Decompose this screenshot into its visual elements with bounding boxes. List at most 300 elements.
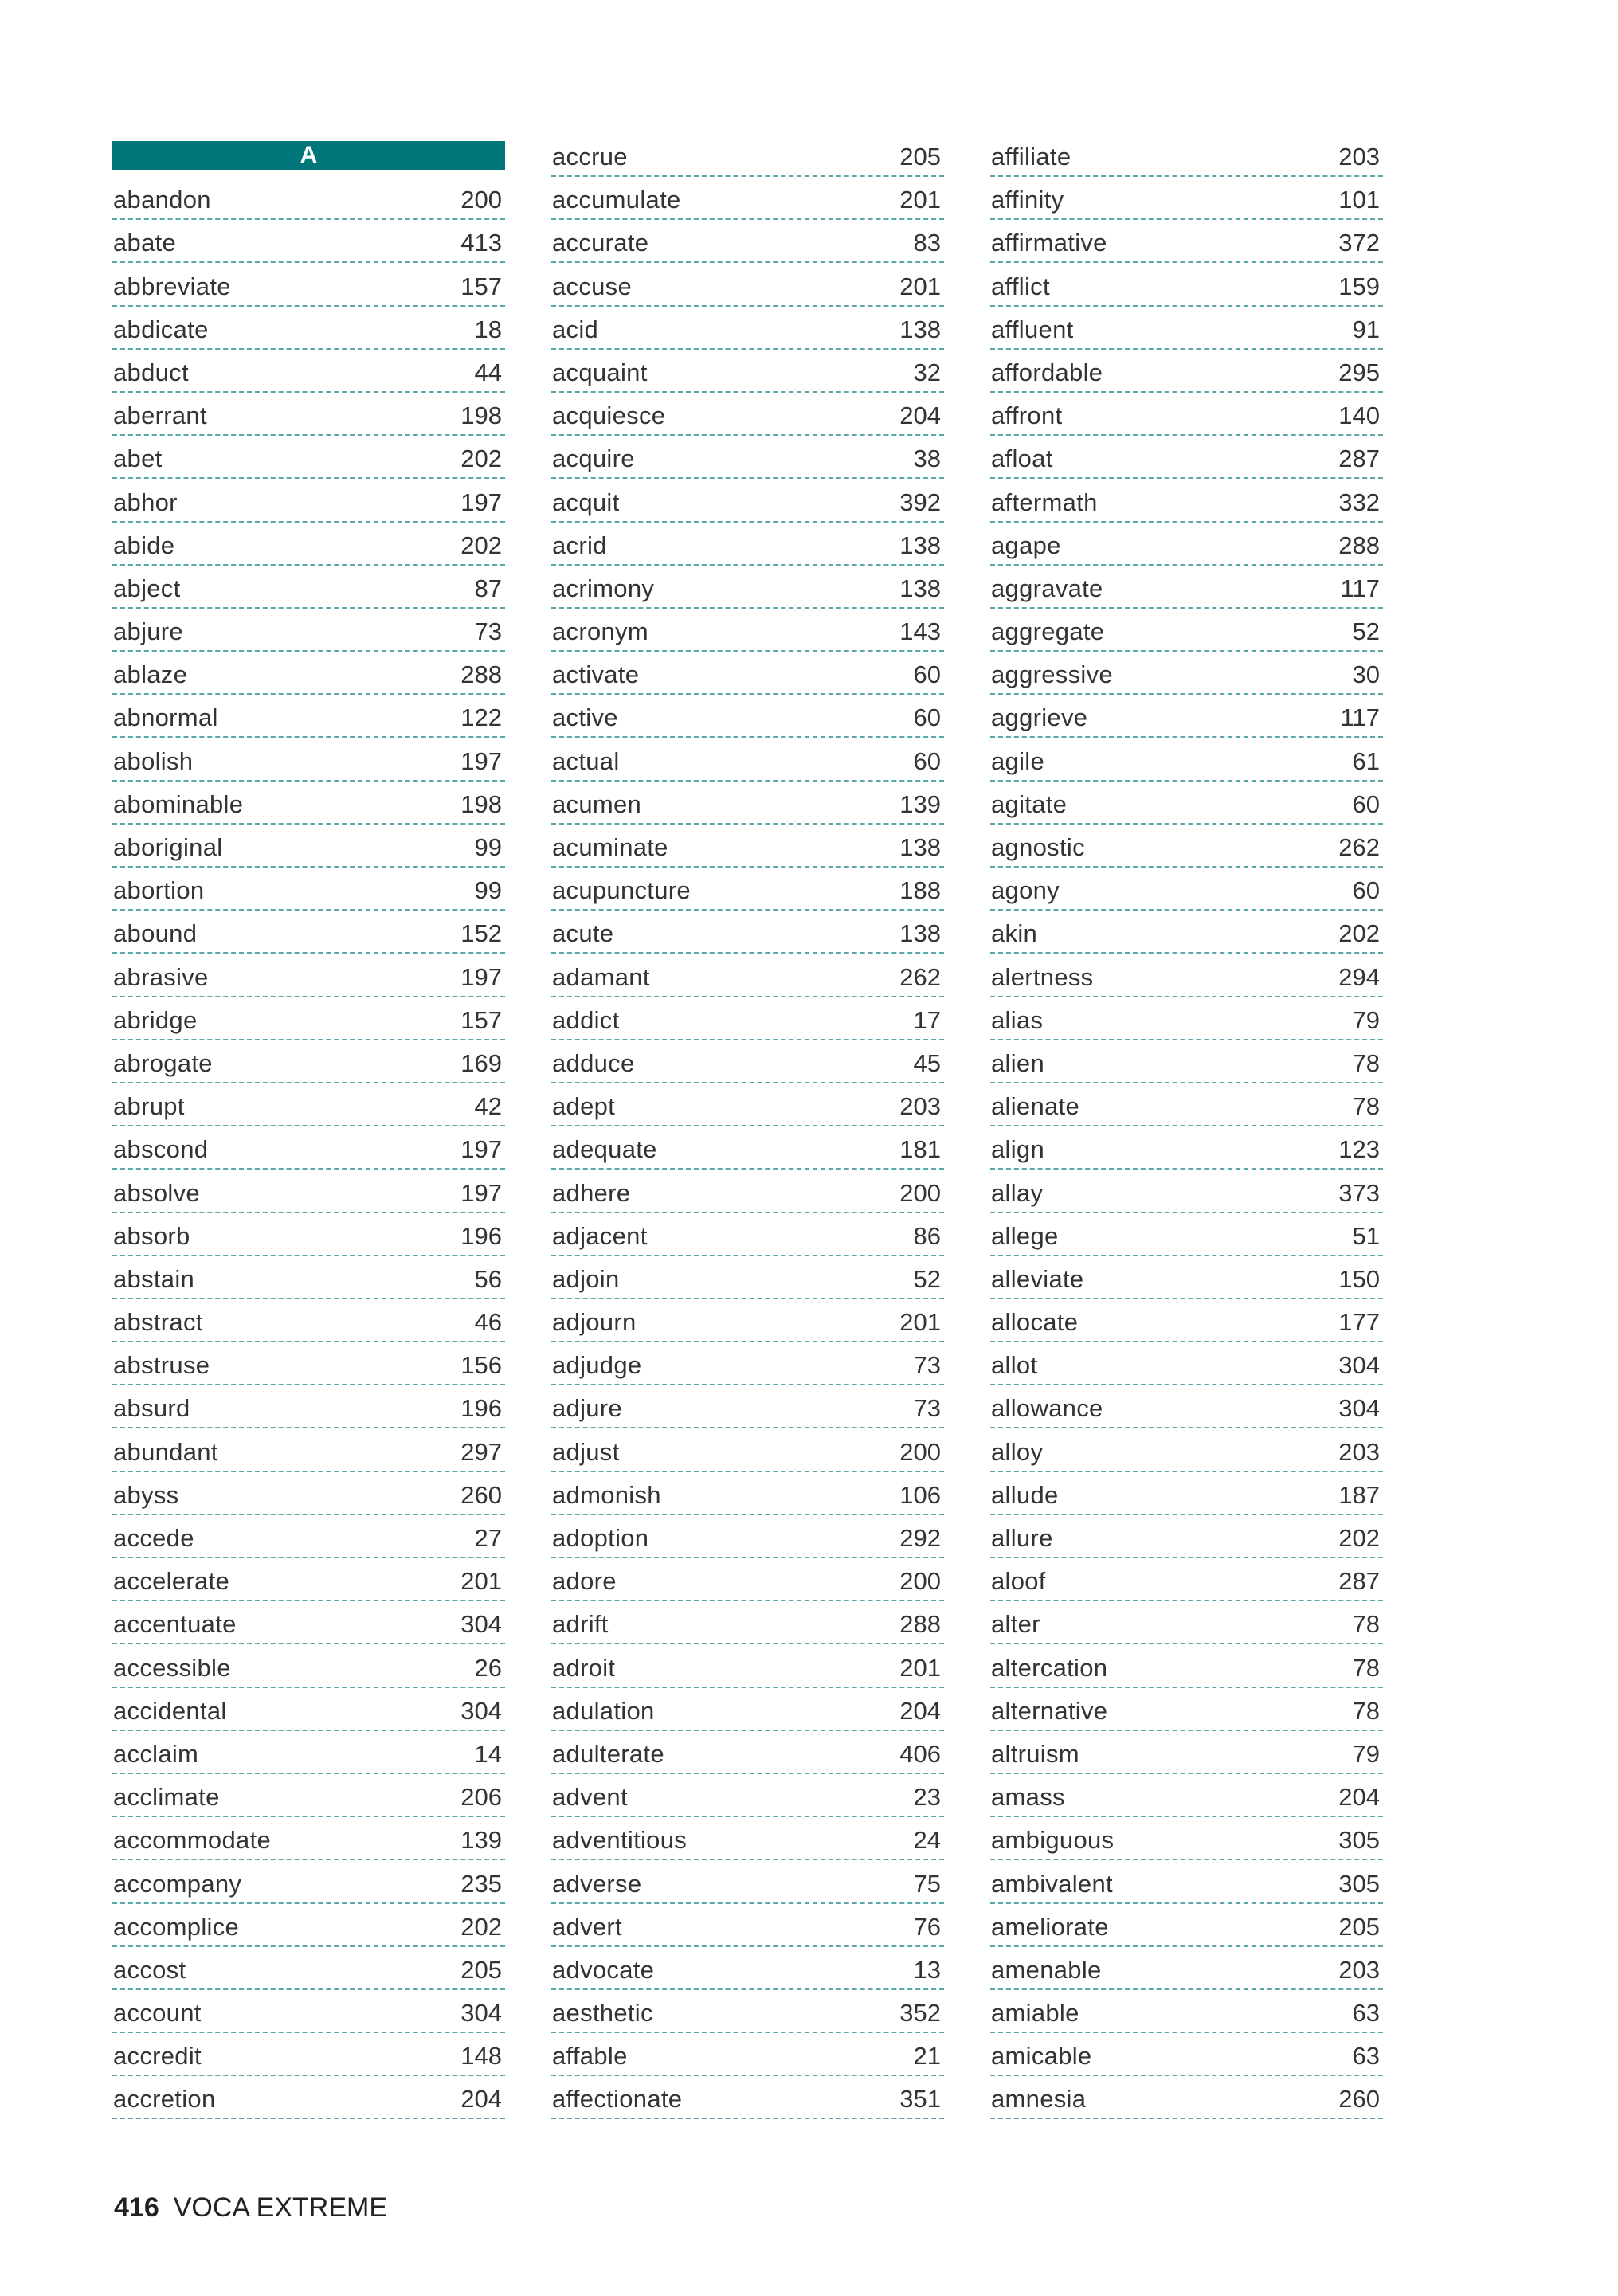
index-entry	[551, 1213, 944, 1256]
entry-page-number: 305	[1338, 1826, 1380, 1855]
entry-page-number: 305	[1338, 1869, 1380, 1898]
entry-page-number: 202	[460, 531, 502, 559]
entry-page-number: 177	[1338, 1308, 1380, 1337]
index-entry	[990, 1774, 1383, 1817]
entry-word: adept	[552, 1092, 616, 1121]
entry-word: adverse	[552, 1869, 642, 1898]
entry-word: adrift	[552, 1610, 609, 1639]
entry-word: altruism	[991, 1739, 1079, 1768]
index-entry	[112, 1126, 505, 1170]
entry-word: allowance	[991, 1394, 1103, 1423]
entry-word: akin	[991, 919, 1038, 948]
index-entry	[551, 1644, 944, 1687]
entry-word: alleviate	[991, 1264, 1084, 1293]
entry-page-number: 60	[913, 660, 941, 689]
index-entry	[112, 350, 505, 393]
entry-page-number: 52	[913, 1264, 941, 1293]
entry-page-number: 23	[913, 1783, 941, 1812]
entry-page-number: 14	[474, 1739, 502, 1768]
entry-page-number: 79	[1352, 1739, 1380, 1768]
entry-page-number: 202	[460, 1912, 502, 1941]
entry-page-number: 30	[1352, 660, 1380, 689]
entry-page-number: 392	[899, 488, 941, 516]
entry-word: aggravate	[991, 574, 1103, 602]
index-entry	[551, 263, 944, 306]
index-entry	[990, 1904, 1383, 1947]
entry-word: adjure	[552, 1394, 622, 1423]
entry-word: account	[113, 1999, 202, 2028]
entry-word: ambivalent	[991, 1869, 1113, 1898]
entry-page-number: 204	[899, 1696, 941, 1725]
index-entry	[990, 523, 1383, 566]
entry-word: abolish	[113, 746, 194, 775]
index-entry	[990, 393, 1383, 436]
index-entry	[551, 2033, 944, 2076]
index-entry	[112, 652, 505, 695]
entry-word: afflict	[991, 272, 1050, 300]
entry-page-number: 78	[1352, 1092, 1380, 1121]
entry-word: abstain	[113, 1264, 195, 1293]
entry-word: allot	[991, 1351, 1038, 1380]
index-entry	[551, 1731, 944, 1774]
index-entry	[551, 220, 944, 263]
index-entry	[990, 1558, 1383, 1601]
entry-word: abominable	[113, 789, 244, 818]
entry-word: agape	[991, 531, 1061, 559]
entry-page-number: 76	[913, 1912, 941, 1941]
entry-word: adjudge	[552, 1351, 642, 1380]
entry-page-number: 260	[1338, 2085, 1380, 2114]
entry-word: abate	[113, 229, 177, 257]
entry-page-number: 197	[460, 746, 502, 775]
entry-word: acclimate	[113, 1783, 220, 1812]
index-entry	[990, 1428, 1383, 1471]
entry-page-number: 148	[460, 2042, 502, 2071]
page-number: 416	[114, 2192, 159, 2223]
index-entry	[112, 307, 505, 350]
index-entry	[551, 523, 944, 566]
entry-page-number: 99	[474, 833, 502, 861]
entry-word: alienate	[991, 1092, 1079, 1121]
entry-word: acrimony	[552, 574, 655, 602]
index-entry	[551, 1558, 944, 1601]
index-entry	[551, 1083, 944, 1126]
entry-page-number: 304	[1338, 1351, 1380, 1380]
entry-page-number: 18	[474, 315, 502, 343]
entry-word: affable	[552, 2042, 628, 2071]
entry-page-number: 196	[460, 1394, 502, 1423]
entry-page-number: 297	[460, 1437, 502, 1466]
index-entry	[551, 479, 944, 522]
index-entry	[990, 263, 1383, 306]
entry-page-number: 197	[460, 1135, 502, 1164]
index-entry	[551, 1428, 944, 1471]
entry-word: accommodate	[113, 1826, 272, 1855]
index-entry	[112, 1947, 505, 1990]
index-entry	[112, 1731, 505, 1774]
entry-word: abbreviate	[113, 272, 231, 300]
entry-word: acuminate	[552, 833, 668, 861]
entry-word: abjure	[113, 617, 183, 646]
index-entry	[551, 868, 944, 911]
entry-word: actual	[552, 746, 620, 775]
entry-word: amnesia	[991, 2085, 1087, 2114]
index-entry	[551, 1688, 944, 1731]
entry-word: active	[552, 703, 618, 732]
index-entry	[990, 1385, 1383, 1428]
entry-page-number: 99	[474, 876, 502, 905]
entry-word: accentuate	[113, 1610, 237, 1639]
entry-page-number: 138	[899, 919, 941, 948]
index-entry	[551, 609, 944, 652]
entry-word: acquaint	[552, 358, 648, 386]
index-entry	[551, 1299, 944, 1342]
entry-page-number: 287	[1338, 445, 1380, 473]
entry-page-number: 123	[1338, 1135, 1380, 1164]
entry-page-number: 203	[1338, 1955, 1380, 1984]
entry-page-number: 152	[460, 919, 502, 948]
entry-page-number: 17	[913, 1005, 941, 1034]
entry-page-number: 83	[913, 229, 941, 257]
index-entry	[551, 1860, 944, 1903]
entry-word: acupuncture	[552, 876, 691, 905]
index-entry	[112, 1860, 505, 1903]
entry-page-number: 288	[1338, 531, 1380, 559]
entry-page-number: 87	[474, 574, 502, 602]
entry-word: afloat	[991, 445, 1053, 473]
entry-page-number: 157	[460, 272, 502, 300]
index-entry	[551, 1385, 944, 1428]
entry-word: abet	[113, 445, 163, 473]
entry-word: adamant	[552, 962, 650, 991]
entry-word: accost	[113, 1955, 186, 1984]
index-entry	[112, 1428, 505, 1471]
entry-page-number: 73	[474, 617, 502, 646]
entry-page-number: 38	[913, 445, 941, 473]
entry-page-number: 78	[1352, 1653, 1380, 1682]
entry-page-number: 27	[474, 1524, 502, 1552]
entry-page-number: 143	[899, 617, 941, 646]
entry-word: acronym	[552, 617, 648, 646]
entry-page-number: 205	[1338, 1912, 1380, 1941]
entry-page-number: 140	[1338, 402, 1380, 430]
index-entry	[112, 1299, 505, 1342]
index-entry	[551, 307, 944, 350]
entry-page-number: 201	[899, 272, 941, 300]
index-entry	[551, 1817, 944, 1860]
entry-page-number: 117	[1340, 703, 1380, 732]
entry-word: alternative	[991, 1696, 1108, 1725]
entry-page-number: 63	[1352, 1999, 1380, 2028]
entry-page-number: 304	[460, 1696, 502, 1725]
index-entry	[112, 1601, 505, 1644]
entry-page-number: 73	[913, 1394, 941, 1423]
entry-word: acid	[552, 315, 599, 343]
index-entry	[990, 911, 1383, 954]
entry-word: adjoin	[552, 1264, 620, 1293]
entry-word: adoption	[552, 1524, 649, 1552]
index-entry	[551, 1040, 944, 1083]
index-entry	[990, 997, 1383, 1040]
entry-page-number: 73	[913, 1351, 941, 1380]
entry-word: allude	[991, 1480, 1059, 1509]
index-entry	[112, 1170, 505, 1213]
entry-page-number: 406	[899, 1739, 941, 1768]
entry-word: absorb	[113, 1221, 190, 1250]
index-entry	[990, 1990, 1383, 2033]
entry-word: amiable	[991, 1999, 1079, 2028]
entry-word: affront	[991, 402, 1063, 430]
index-entry	[990, 1515, 1383, 1558]
index-entry	[551, 954, 944, 997]
entry-word: allege	[991, 1221, 1059, 1250]
entry-page-number: 372	[1338, 229, 1380, 257]
index-entry	[990, 695, 1383, 738]
entry-page-number: 42	[474, 1092, 502, 1121]
entry-page-number: 332	[1338, 488, 1380, 516]
index-entry	[112, 1472, 505, 1515]
entry-word: adjourn	[552, 1308, 637, 1337]
index-entry	[551, 1472, 944, 1515]
index-entry	[990, 1299, 1383, 1342]
entry-page-number: 201	[899, 1653, 941, 1682]
entry-page-number: 292	[899, 1524, 941, 1552]
entry-page-number: 294	[1338, 962, 1380, 991]
entry-word: amicable	[991, 2042, 1092, 2071]
entry-page-number: 75	[913, 1869, 941, 1898]
entry-word: advent	[552, 1783, 628, 1812]
entry-page-number: 138	[899, 574, 941, 602]
entry-page-number: 91	[1352, 315, 1380, 343]
entry-page-number: 56	[474, 1264, 502, 1293]
index-entry	[112, 566, 505, 609]
index-entry	[551, 1774, 944, 1817]
entry-word: acute	[552, 919, 614, 948]
entry-page-number: 13	[913, 1955, 941, 1984]
entry-word: abundant	[113, 1437, 218, 1466]
entry-word: accuse	[552, 272, 633, 300]
entry-word: adore	[552, 1567, 617, 1596]
entry-word: abrogate	[113, 1048, 213, 1077]
entry-page-number: 352	[899, 1999, 941, 2028]
entry-page-number: 295	[1338, 358, 1380, 386]
entry-word: adjacent	[552, 1221, 648, 1250]
entry-page-number: 288	[899, 1610, 941, 1639]
index-entry	[112, 177, 505, 220]
index-entry	[990, 1213, 1383, 1256]
entry-word: aloof	[991, 1567, 1046, 1596]
index-entry	[112, 1688, 505, 1731]
index-entry	[551, 393, 944, 436]
entry-word: agile	[991, 746, 1044, 775]
entry-word: altercation	[991, 1653, 1108, 1682]
index-entry	[990, 2076, 1383, 2119]
entry-word: allay	[991, 1178, 1044, 1207]
entry-page-number: 200	[899, 1437, 941, 1466]
index-entry	[990, 954, 1383, 997]
page-footer	[114, 2192, 387, 2224]
entry-word: ameliorate	[991, 1912, 1109, 1941]
index-entry	[551, 141, 944, 177]
index-entry	[551, 825, 944, 868]
entry-word: accredit	[113, 2042, 202, 2071]
entry-page-number: 45	[913, 1048, 941, 1077]
index-entry	[990, 782, 1383, 825]
entry-word: abhor	[113, 488, 178, 516]
entry-word: abyss	[113, 1480, 179, 1509]
book-title: VOCA EXTREME	[173, 2192, 388, 2223]
index-column-1	[112, 141, 505, 2119]
entry-page-number: 21	[913, 2042, 941, 2071]
entry-word: acquire	[552, 445, 635, 473]
index-entry	[990, 2033, 1383, 2076]
entry-word: acclaim	[113, 1739, 199, 1768]
entry-page-number: 156	[460, 1351, 502, 1380]
entry-word: accrue	[552, 143, 628, 170]
index-entry	[990, 1731, 1383, 1774]
index-entry	[551, 1904, 944, 1947]
entry-word: aberrant	[113, 402, 207, 430]
entry-word: allure	[991, 1524, 1053, 1552]
entry-page-number: 106	[899, 1480, 941, 1509]
entry-page-number: 101	[1338, 186, 1380, 214]
entry-word: accede	[113, 1524, 194, 1552]
entry-word: abstruse	[113, 1351, 210, 1380]
entry-word: abscond	[113, 1135, 209, 1164]
entry-page-number: 287	[1338, 1567, 1380, 1596]
entry-word: acquit	[552, 488, 620, 516]
index-entry	[551, 911, 944, 954]
index-entry	[551, 997, 944, 1040]
entry-page-number: 51	[1352, 1221, 1380, 1250]
index-entry	[990, 436, 1383, 479]
entry-page-number: 202	[460, 445, 502, 473]
index-entry	[551, 1342, 944, 1385]
entry-word: alertness	[991, 962, 1094, 991]
entry-page-number: 139	[899, 789, 941, 818]
index-entry	[551, 177, 944, 220]
index-entry	[112, 695, 505, 738]
entry-page-number: 198	[460, 402, 502, 430]
entry-page-number: 203	[1338, 143, 1380, 170]
entry-page-number: 304	[460, 1610, 502, 1639]
entry-word: accumulate	[552, 186, 681, 214]
entry-word: advert	[552, 1912, 622, 1941]
index-entry	[551, 350, 944, 393]
index-entry	[112, 825, 505, 868]
entry-page-number: 60	[1352, 789, 1380, 818]
entry-page-number: 200	[899, 1178, 941, 1207]
entry-page-number: 262	[899, 962, 941, 991]
index-entry	[990, 1601, 1383, 1644]
index-entry	[112, 1774, 505, 1817]
index-entry	[112, 1644, 505, 1687]
index-entry	[990, 307, 1383, 350]
entry-word: accelerate	[113, 1567, 230, 1596]
entry-word: accurate	[552, 229, 649, 257]
entry-word: allocate	[991, 1308, 1079, 1337]
index-entry	[990, 652, 1383, 695]
entry-word: accessible	[113, 1653, 231, 1682]
index-entry	[112, 1990, 505, 2033]
entry-page-number: 60	[913, 703, 941, 732]
entry-page-number: 78	[1352, 1696, 1380, 1725]
entry-page-number: 86	[913, 1221, 941, 1250]
entry-page-number: 201	[460, 1567, 502, 1596]
index-entry	[551, 738, 944, 781]
index-entry	[990, 1947, 1383, 1990]
entry-page-number: 169	[460, 1048, 502, 1077]
index-entry	[112, 1558, 505, 1601]
entry-page-number: 201	[899, 186, 941, 214]
entry-word: agitate	[991, 789, 1068, 818]
entry-page-number: 205	[460, 1955, 502, 1984]
index-entry	[112, 1213, 505, 1256]
entry-word: abide	[113, 531, 175, 559]
entry-page-number: 197	[460, 488, 502, 516]
entry-word: affectionate	[552, 2085, 683, 2114]
entry-page-number: 187	[1338, 1480, 1380, 1509]
index-entry	[990, 566, 1383, 609]
entry-word: activate	[552, 660, 640, 689]
entry-page-number: 60	[1352, 876, 1380, 905]
index-entry	[990, 1126, 1383, 1170]
index-entry	[551, 2076, 944, 2119]
entry-word: alien	[991, 1048, 1044, 1077]
index-entry	[990, 1083, 1383, 1126]
entry-page-number: 204	[899, 402, 941, 430]
entry-word: accompany	[113, 1869, 242, 1898]
entry-page-number: 204	[460, 2085, 502, 2114]
index-entry	[990, 1170, 1383, 1213]
index-entry	[551, 1256, 944, 1299]
index-entry	[990, 350, 1383, 393]
entry-word: adjust	[552, 1437, 620, 1466]
entry-page-number: 79	[1352, 1005, 1380, 1034]
entry-page-number: 260	[460, 1480, 502, 1509]
index-column-2	[551, 141, 944, 2119]
entry-word: acumen	[552, 789, 642, 818]
entry-word: amenable	[991, 1955, 1102, 1984]
index-entry	[112, 738, 505, 781]
entry-word: aggregate	[991, 617, 1105, 646]
index-entry	[112, 479, 505, 522]
index-entry	[112, 220, 505, 263]
entry-page-number: 32	[913, 358, 941, 386]
entry-page-number: 138	[899, 315, 941, 343]
entry-page-number: 288	[460, 660, 502, 689]
entry-page-number: 200	[899, 1567, 941, 1596]
entry-page-number: 63	[1352, 2042, 1380, 2071]
index-entry	[990, 825, 1383, 868]
entry-word: affirmative	[991, 229, 1107, 257]
index-entry	[990, 609, 1383, 652]
entry-page-number: 44	[474, 358, 502, 386]
entry-page-number: 205	[899, 143, 941, 170]
entry-page-number: 159	[1338, 272, 1380, 300]
index-entry	[990, 141, 1383, 177]
entry-page-number: 78	[1352, 1048, 1380, 1077]
entry-page-number: 46	[474, 1308, 502, 1337]
index-entry	[112, 1040, 505, 1083]
entry-word: abduct	[113, 358, 189, 386]
entry-page-number: 202	[1338, 919, 1380, 948]
entry-word: aggressive	[991, 660, 1113, 689]
entry-word: adventitious	[552, 1826, 688, 1855]
entry-word: aesthetic	[552, 1999, 653, 2028]
entry-page-number: 78	[1352, 1610, 1380, 1639]
entry-word: adroit	[552, 1653, 616, 1682]
